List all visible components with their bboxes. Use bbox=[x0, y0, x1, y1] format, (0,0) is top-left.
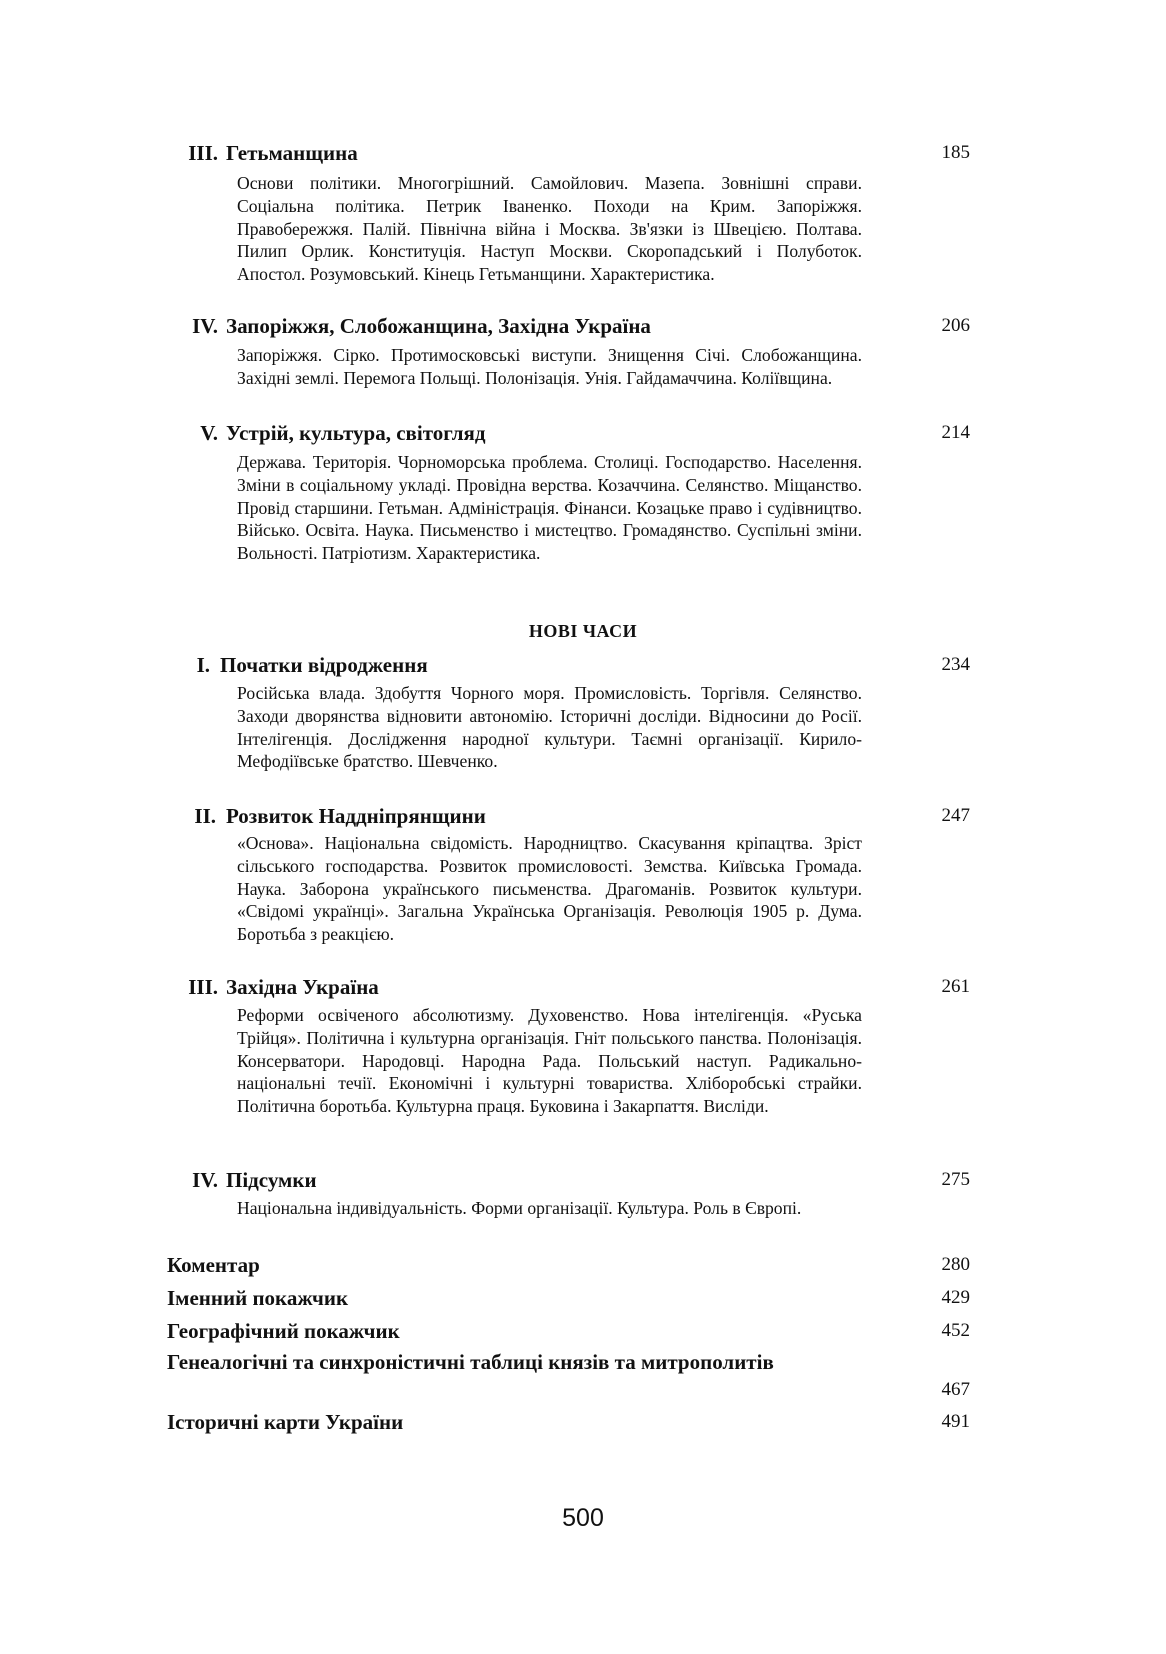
entry-numeral: III. bbox=[188, 975, 218, 999]
toc-entry-western-ukraine[interactable] bbox=[0, 973, 1166, 1003]
toc-entry-dnieper-ukraine[interactable] bbox=[0, 802, 1166, 832]
entry-page-number: 491 bbox=[941, 1411, 970, 1432]
entry-title: Підсумки bbox=[226, 1168, 317, 1192]
entry-description: Запоріжжя. Сірко. Протимосковські виступи. Знищення Січі. Слобожанщина. Західні землі. Перемога Польщі. Полонізація. Унія. Гайдамаччина. Коліївщина. bbox=[237, 345, 862, 388]
entry-numeral: IV. bbox=[192, 314, 218, 338]
toc-entry-structure-culture[interactable] bbox=[0, 419, 1166, 449]
entry-numeral: V. bbox=[200, 421, 218, 445]
entry-page-number: 261 bbox=[941, 976, 970, 997]
entry-page-number: 429 bbox=[941, 1287, 970, 1308]
entry-page-number: 234 bbox=[941, 654, 970, 675]
toc-entry-geographic-index[interactable] bbox=[167, 1317, 987, 1347]
entry-title: Початки відродження bbox=[220, 653, 428, 677]
entry-page-number: 247 bbox=[941, 805, 970, 826]
entry-description: Російська влада. Здобуття Чорного моря. Промисловість. Торгівля. Селянство. Заходи дворянства відновити автономію. Історичні досліди. Відносини до Росії. Інтелігенція. Дослідження народної культури. Таємні організації. Кирило-Мефодіївське братство. Шевченко. bbox=[237, 683, 862, 772]
entry-page-number: 185 bbox=[941, 142, 970, 163]
toc-entry-name-index[interactable] bbox=[167, 1284, 987, 1314]
entry-description: Держава. Територія. Чорноморська проблема. Столиці. Господарство. Населення. Зміни в соціальному укладі. Провідна верства. Козаччина. Селянство. Міщанство. Провід старшини. Гетьман. Адміністрація. Фінанси. Козацьке право і судівництво. Військо. Освіта. Наука. Письменство і мистецтво. Громадянство. Суспільні зміни. Вольності. Патріотизм. Характеристика. bbox=[237, 452, 862, 564]
toc-entry-historical-maps[interactable] bbox=[167, 1408, 987, 1438]
entry-numeral: II. bbox=[194, 804, 216, 828]
entry-title: Гетьманщина bbox=[226, 141, 358, 165]
entry-page-number: 206 bbox=[941, 315, 970, 336]
section-heading-modern-times: НОВІ ЧАСИ bbox=[528, 621, 638, 641]
toc-entry-zaporizhzhia[interactable] bbox=[0, 312, 1166, 342]
toc-entry-genealogical-tables[interactable]: Генеалогічні та синхроністичні таблиці князів та митрополитів bbox=[167, 1350, 774, 1374]
entry-numeral: III. bbox=[188, 141, 218, 165]
entry-title: Коментар bbox=[167, 1253, 260, 1277]
entry-page-number: 280 bbox=[941, 1254, 970, 1275]
entry-title: Західна Україна bbox=[226, 975, 379, 999]
entry-description: Національна індивідуальність. Форми організації. Культура. Роль в Європі. bbox=[237, 1198, 802, 1218]
entry-title: Іменний покажчик bbox=[167, 1286, 349, 1310]
toc-entry-hetmanate[interactable] bbox=[0, 139, 1166, 169]
genealogical-tables-page-row bbox=[167, 1376, 987, 1406]
entry-description: Основи політики. Многогрішний. Самойлович. Мазепа. Зовнішні справи. Соціальна політика. Петрик Іваненко. Походи на Крим. Запоріжжя. Правобережжя. Палій. Північна війна і Москва. Зв'язки із Швецією. Полтава. Пилип Орлик. Конституція. Наступ Москви. Скоропадський і Полуботок. Апостол. Розумовський. Кінець Гетьманщини. Характеристика. bbox=[237, 173, 862, 285]
entry-description: Реформи освіченого абсолютизму. Духовенство. Нова інтелігенція. «Руська Трійця». Політична і культурна організація. Гніт польського панства. Полонізація. Консерватори. Народовці. Народна Рада. Польський наступ. Радикально-національні течії. Економічні і культурні товариства. Хліборобські страйки. Політична боротьба. Культурна праця. Буковина і Закарпаття. Висліди. bbox=[237, 1005, 862, 1117]
entry-page-number: 452 bbox=[941, 1320, 970, 1341]
entry-title: Запоріжжя, Слобожанщина, Західна Україна bbox=[226, 314, 651, 338]
entry-numeral: I. bbox=[196, 653, 210, 677]
entry-numeral: IV. bbox=[192, 1168, 218, 1192]
entry-page-number: 467 bbox=[941, 1379, 970, 1400]
toc-entry-commentary[interactable] bbox=[167, 1251, 987, 1281]
entry-title: Історичні карти України bbox=[167, 1410, 404, 1434]
entry-title: Устрій, культура, світогляд bbox=[226, 421, 486, 445]
entry-description: «Основа». Національна свідомість. Народництво. Скасування кріпацтва. Зріст сільського господарства. Розвиток промисловості. Земства. Київська Громада. Наука. Заборона українського письменства. Драгоманів. Розвиток культури. «Свідомі українці». Загальна Українська Організація. Революція 1905 р. Дума. Боротьба з реакцією. bbox=[237, 833, 862, 945]
entry-page-number: 214 bbox=[941, 422, 970, 443]
entry-title: Географічний покажчик bbox=[167, 1319, 400, 1343]
entry-title: Розвиток Наддніпрянщини bbox=[226, 804, 486, 828]
toc-entry-revival[interactable] bbox=[0, 651, 1166, 681]
toc-entry-summary[interactable] bbox=[0, 1166, 1166, 1196]
page-number: 500 bbox=[562, 1504, 604, 1532]
entry-page-number: 275 bbox=[941, 1169, 970, 1190]
